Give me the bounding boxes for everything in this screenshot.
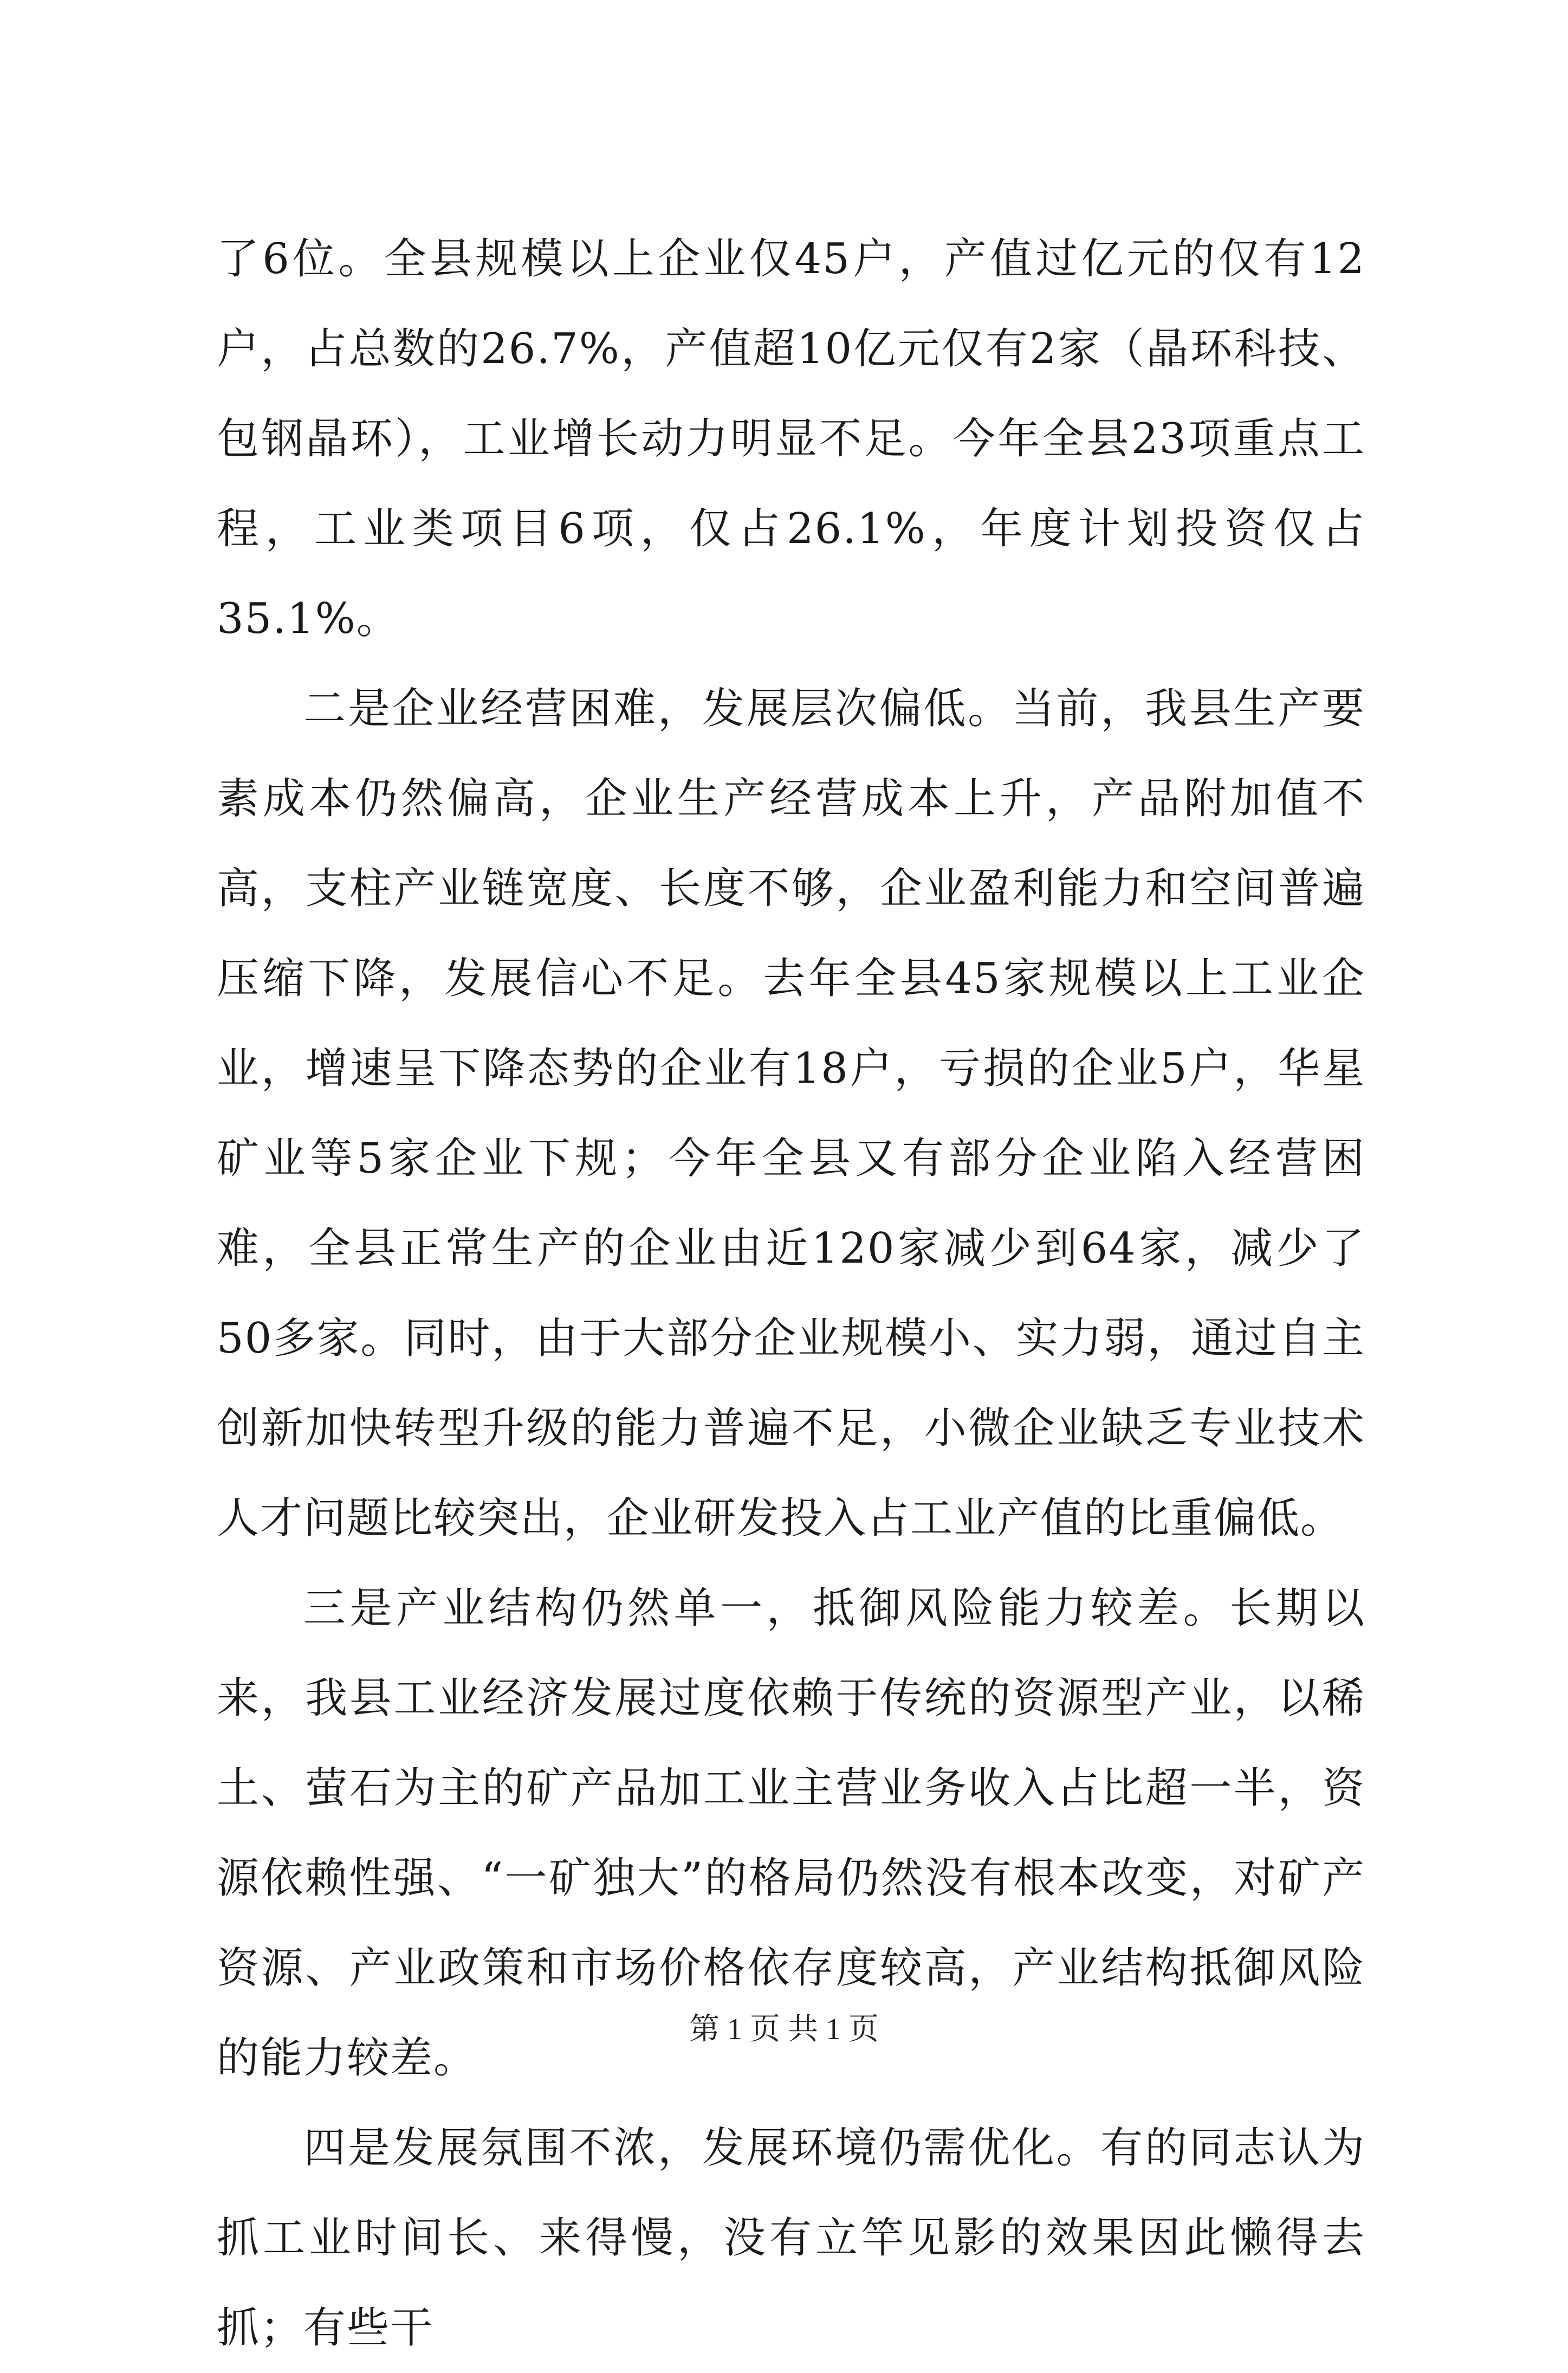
document-body: [217, 214, 1365, 2373]
paragraph-continuation: 了6位。全县规模以上企业仅45户，产值过亿元的仅有12户，占总数的26.7%，产值超10亿元仅有2家（晶环科技、包钢晶环），工业增长动力明显不足。今年全县23项重点工程，工业类项目6项，仅占26.1%，年度计划投资仅占35.1%。: [217, 235, 1365, 643]
paragraph-point-two: 二是企业经营困难，发展层次偏低。当前，我县生产要素成本仍然偏高，企业生产经营成本上升，产品附加值不高，支柱产业链宽度、长度不够，企业盈利能力和空间普遍压缩下降，发展信心不足。去年全县45家规模以上工业企业，增速呈下降态势的企业有18户，亏损的企业5户，华星矿业等5家企业下规；今年全县又有部分企业陷入经营困难，全县正常生产的企业由近120家减少到64家，减少了50多家。同时，由于大部分企业规模小、实力弱，通过自主创新加快转型升级的能力普遍不足，小微企业缺乏专业技术人才问题比较突出，企业研发投入占工业产值的比重偏低。: [217, 684, 1365, 1543]
paragraph-point-four: 四是发展氛围不浓，发展环境仍需优化。有的同志认为抓工业时间长、来得慢，没有立竿见影的效果因此懒得去抓；有些干: [217, 2124, 1365, 2352]
paragraph-point-three: 三是产业结构仍然单一，抵御风险能力较差。长期以来，我县工业经济发展过度依赖于传统的资源型产业，以稀土、萤石为主的矿产品加工业主营业务收入占比超一半，资源依赖性强、“一矿独大”的格局仍然没有根本改变，对矿产资源、产业政策和市场价格依存度较高，产业结构抵御风险的能力较差。: [217, 1584, 1365, 2083]
page-number-footer: 第 1 页 共 1 页: [689, 2013, 879, 2046]
